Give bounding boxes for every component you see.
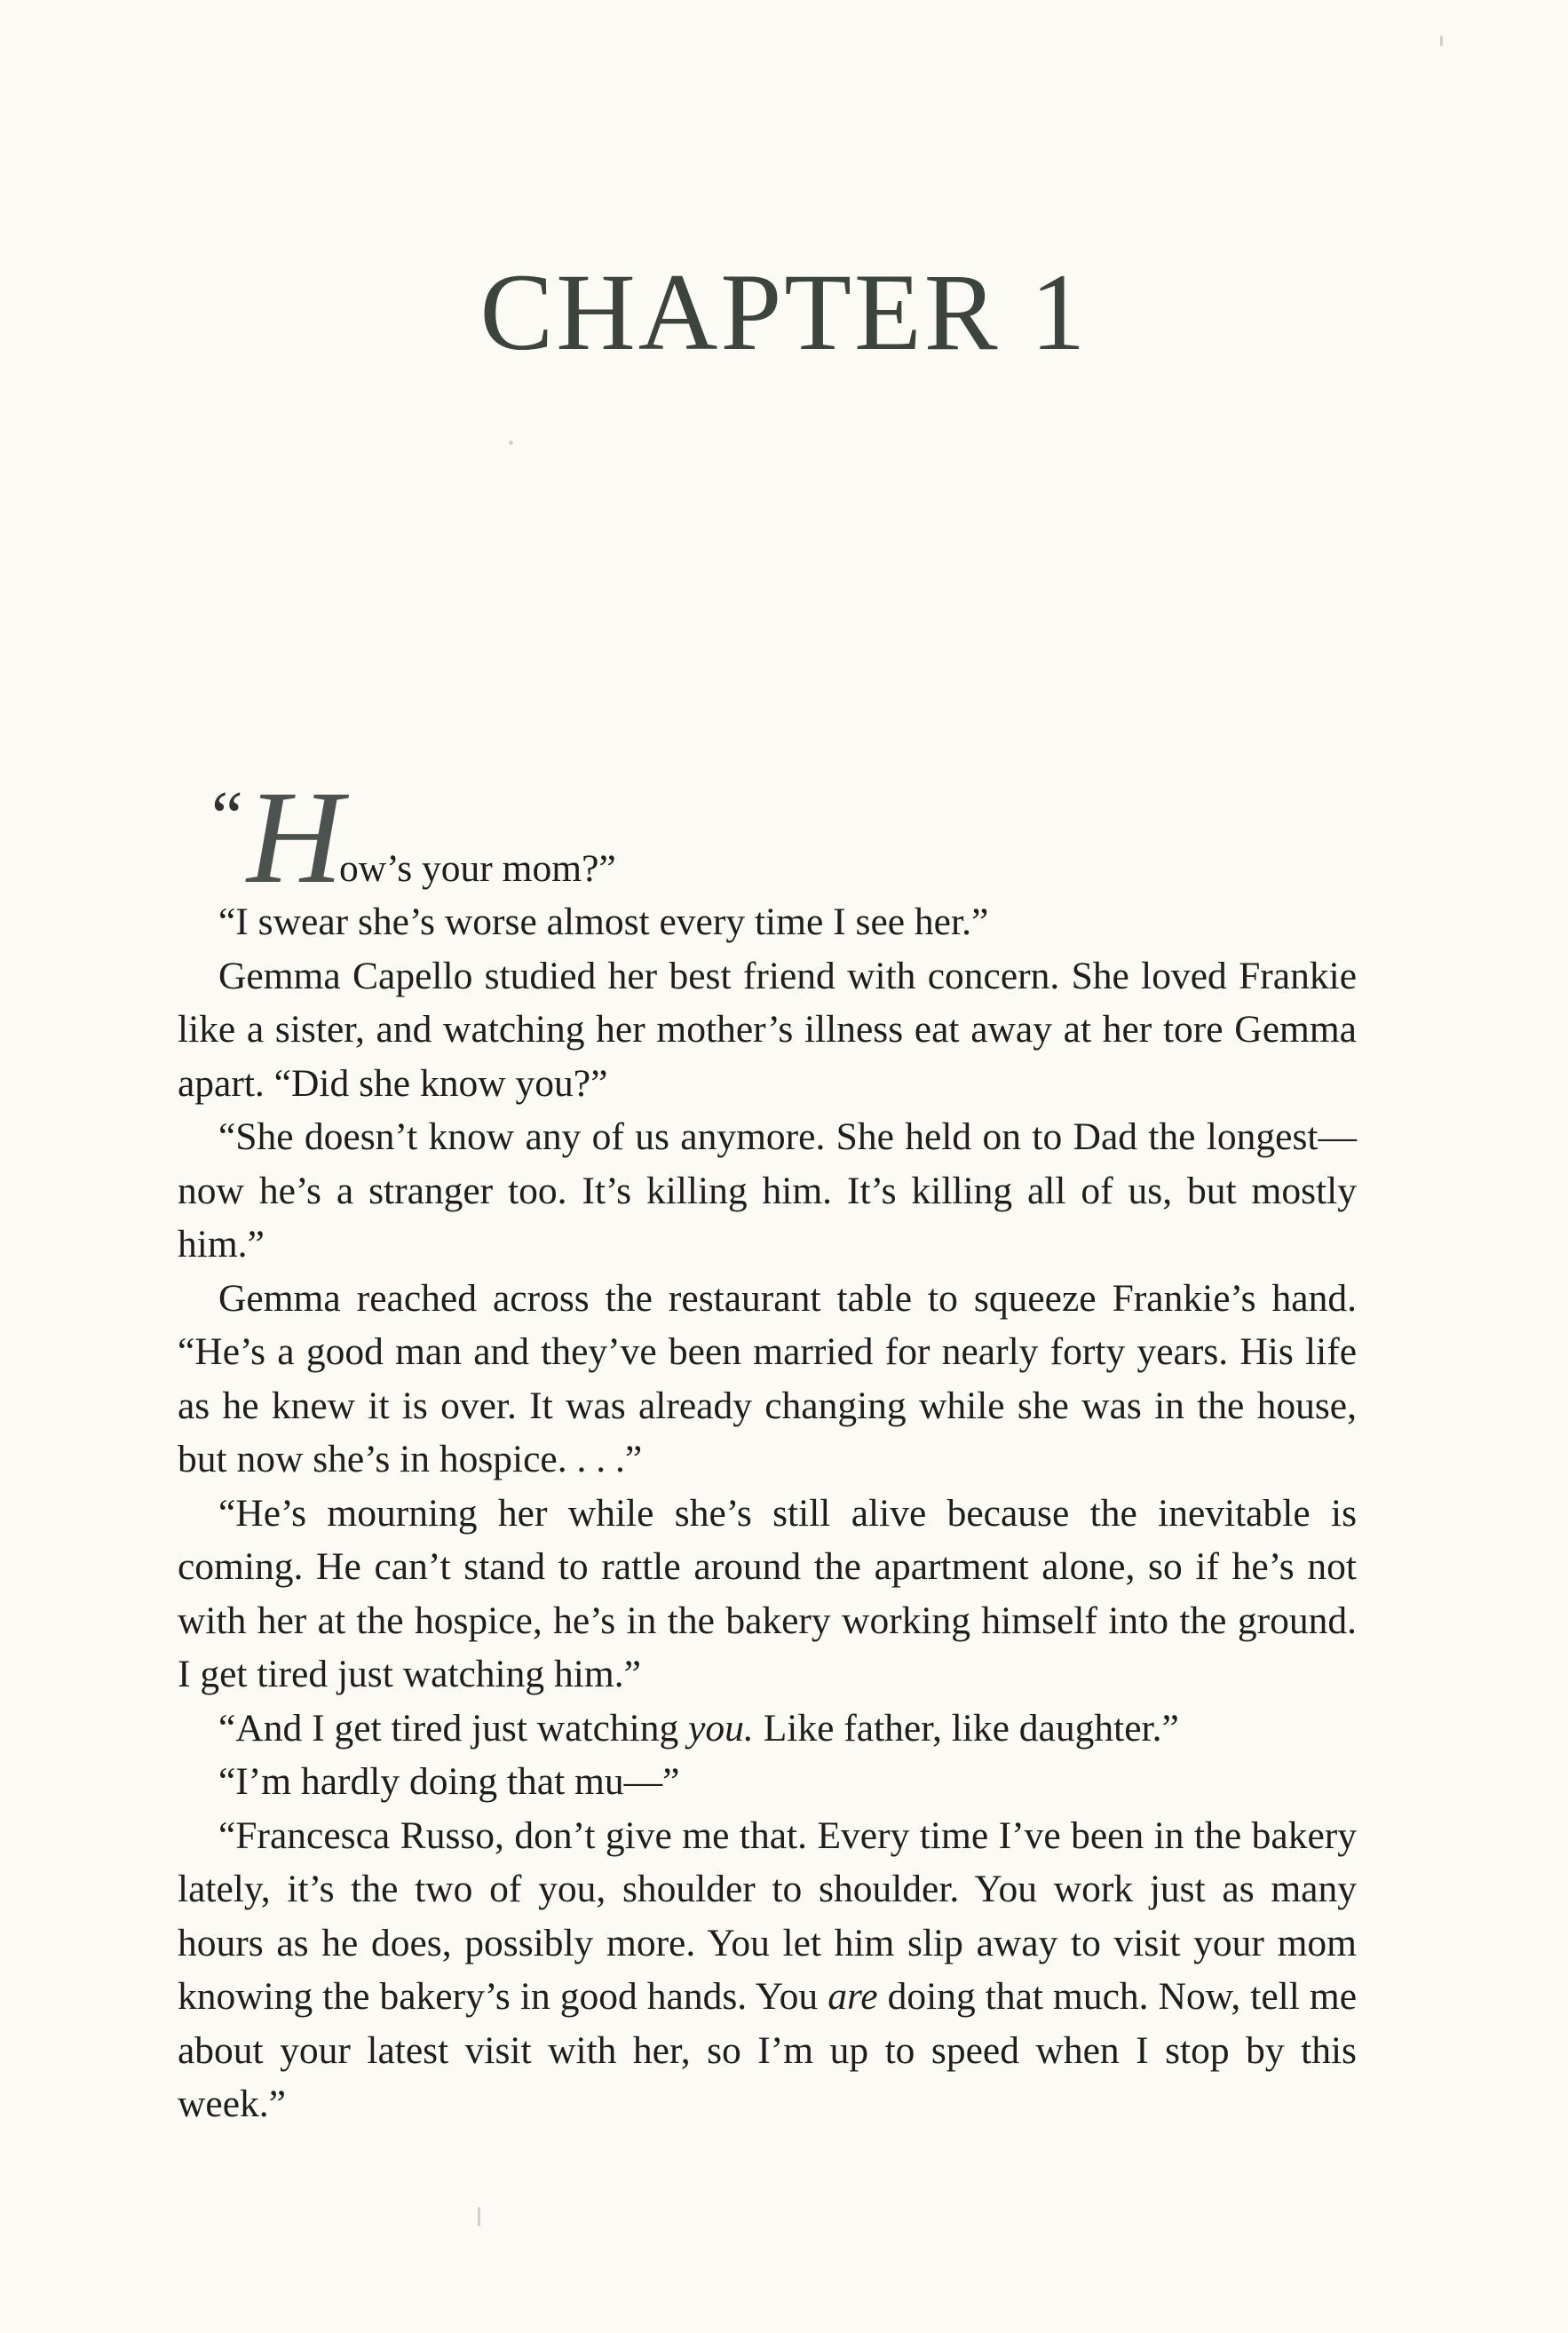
paper-speck [509, 440, 513, 445]
paragraph: Gemma Capello studied her best friend with concern. She loved Frankie like a sister, and watching her mother’s illness eat away at her tore Gemma apart. “Did she know you?” [178, 954, 1357, 1105]
emphasis: are [828, 1975, 878, 2018]
paragraph: “I’m hardly doing that mu—” [218, 1760, 680, 1803]
paragraph [178, 1809, 1357, 2131]
paragraph-text: doing that much. Now, tell me about your latest visit with her, so I’m up to speed when I stop by this week.” [178, 1975, 1357, 2125]
paper-speck [1440, 36, 1443, 46]
paragraph: “I swear she’s worse almost every time I see her.” [218, 901, 989, 943]
paper-speck [478, 2207, 480, 2226]
opening-quote-mark: “ [211, 778, 243, 856]
paragraph [178, 1702, 1357, 1756]
paragraph-text: Like father, like daughter.” [753, 1706, 1179, 1750]
paragraph-text: “Francesca Russo, don’t give me that. Every time I’ve been in the bakery lately, it’s the two of you, shoulder to shoulder. You work just as many hours as he does, possibly more. You let him slip away to visit your mom knowing the bakery’s in good hands. You [178, 1813, 1357, 2018]
paragraph: “He’s mourning her while she’s still alive because the inevitable is coming. He can’t stand to rattle around the apartment alone, so if he’s not with her at the hospice, he’s in the bakery working himself into the ground. I get tired just watching him.” [178, 1491, 1357, 1695]
opening-line [178, 764, 1357, 911]
drop-cap: H [247, 764, 344, 911]
chapter-body [178, 764, 1357, 2131]
opening-line-text: ow’s your mom?” [339, 847, 616, 890]
chapter-title: CHAPTER 1 [479, 251, 1089, 373]
paragraph: “She doesn’t know any of us anymore. She held on to Dad the longest—now he’s a stranger too. It’s killing him. It’s killing all of us, but mostly him.” [178, 1115, 1357, 1266]
paragraph: Gemma reached across the restaurant table to squeeze Frankie’s hand. “He’s a good man and they’ve been married for nearly forty years. His life as he knew it is over. It was already changing while she was in the house, but now she’s in hospice. . . .” [178, 1276, 1357, 1480]
emphasis: you. [688, 1706, 754, 1750]
paragraph-text: “And I get tired just watching [218, 1706, 689, 1750]
